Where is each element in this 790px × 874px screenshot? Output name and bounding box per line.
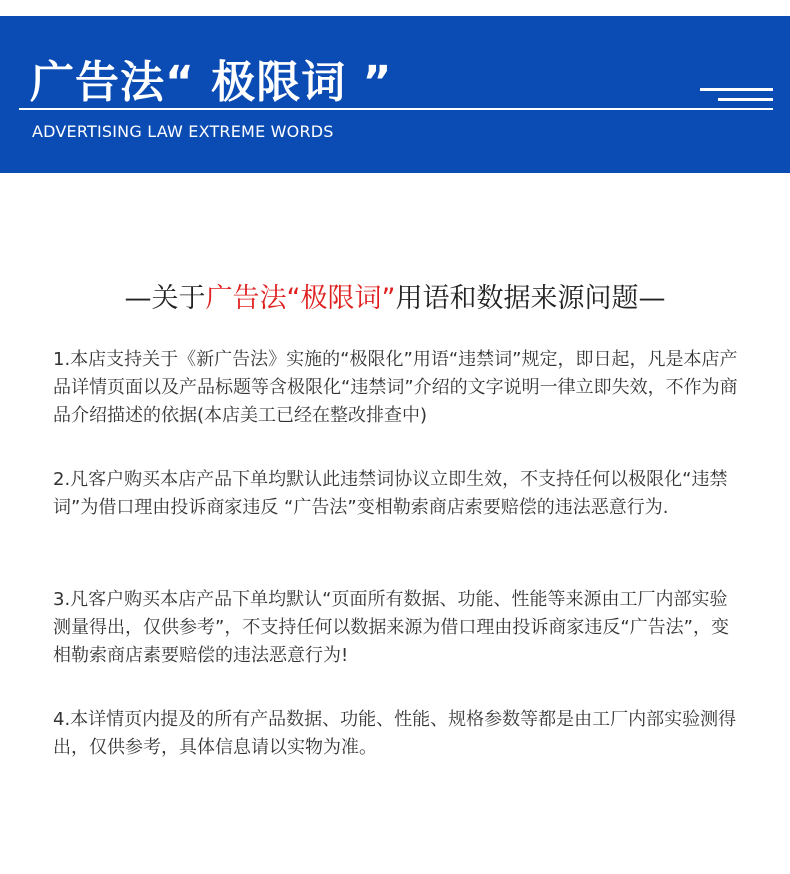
decorative-line — [718, 98, 773, 101]
section-heading — [0, 276, 790, 315]
header-banner — [0, 16, 790, 173]
notice-paragraph-3: 3.凡客户购买本店产品下单均默认“页面所有数据、功能、性能等来源由工厂内部实验测量得出，仅供参考”，不支持任何以数据来源为借口理由投诉商家违反“广告法”，变相勒索商店素要赔偿的违法恶意行为! — [53, 589, 729, 666]
banner-title: 广告法“ 极限词 ” — [30, 57, 393, 108]
heading-prefix: —关于 — [124, 283, 206, 314]
heading-suffix: 用语和数据来源问题— — [395, 283, 666, 314]
decorative-line — [700, 88, 773, 91]
top-strip — [0, 0, 790, 16]
notice-paragraph-1: 1.本店支持关于《新广告法》实施的“极限化”用语“违禁词”规定，即日起，凡是本店产品详情页面以及产品标题等含极限化“违禁词”介绍的文字说明一律立即失效，不作为商品介绍描述的依据(本店美工已经在整改排查中) — [53, 349, 738, 426]
notice-paragraph-4: 4.本详情页内提及的所有产品数据、功能、性能、规格参数等都是由工厂内部实验测得出，仅供参考，具体信息请以实物为准。 — [53, 709, 737, 758]
banner-subtitle: ADVERTISING LAW EXTREME WORDS — [32, 122, 334, 141]
notice-paragraph-2: 2.凡客户购买本店产品下单均默认此违禁词协议立即生效，不支持任何以极限化“违禁词”为借口理由投诉商家违反 “广告法”变相勒索商店索要赔偿的违法恶意行为. — [53, 469, 728, 518]
heading-highlight: 广告法“极限词” — [205, 283, 396, 314]
banner-divider — [19, 108, 773, 110]
